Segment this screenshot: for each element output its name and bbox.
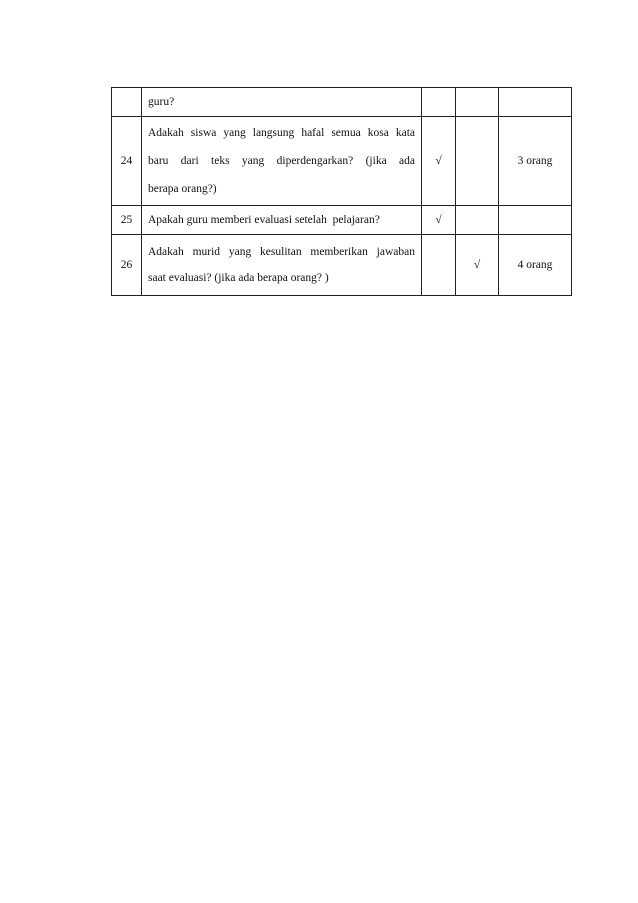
table-row <box>112 206 572 235</box>
no-mark <box>456 117 499 206</box>
row-number <box>112 88 142 117</box>
table-row <box>112 117 572 206</box>
question-line: saat evaluasi? (jika ada berapa orang? ) <box>148 272 329 284</box>
table-row <box>112 88 572 117</box>
question-cell <box>142 88 422 117</box>
question-line: guru? <box>148 96 175 108</box>
yes-mark: √ <box>422 206 456 235</box>
question-cell <box>142 117 422 206</box>
note-cell: 3 orang <box>499 117 572 206</box>
question-line: Adakah siswa yang langsung hafal semua kosa kata <box>148 127 415 139</box>
no-mark: √ <box>456 235 499 296</box>
question-line: berapa orang?) <box>148 183 217 195</box>
row-number: 24 <box>112 117 142 206</box>
question-line: Apakah guru memberi evaluasi setelah pelajaran? <box>148 213 380 226</box>
yes-mark <box>422 88 456 117</box>
yes-mark <box>422 235 456 296</box>
no-mark <box>456 206 499 235</box>
row-number: 26 <box>112 235 142 296</box>
question-line: Adakah murid yang kesulitan memberikan jawaban <box>148 246 415 258</box>
question-cell <box>142 206 422 235</box>
observation-table <box>111 87 572 296</box>
row-number: 25 <box>112 206 142 235</box>
note-cell <box>499 206 572 235</box>
yes-mark: √ <box>422 117 456 206</box>
table-row <box>112 235 572 296</box>
note-cell: 4 orang <box>499 235 572 296</box>
question-cell <box>142 235 422 296</box>
question-line: baru dari teks yang diperdengarkan? (jika ada <box>148 155 415 167</box>
no-mark <box>456 88 499 117</box>
note-cell <box>499 88 572 117</box>
